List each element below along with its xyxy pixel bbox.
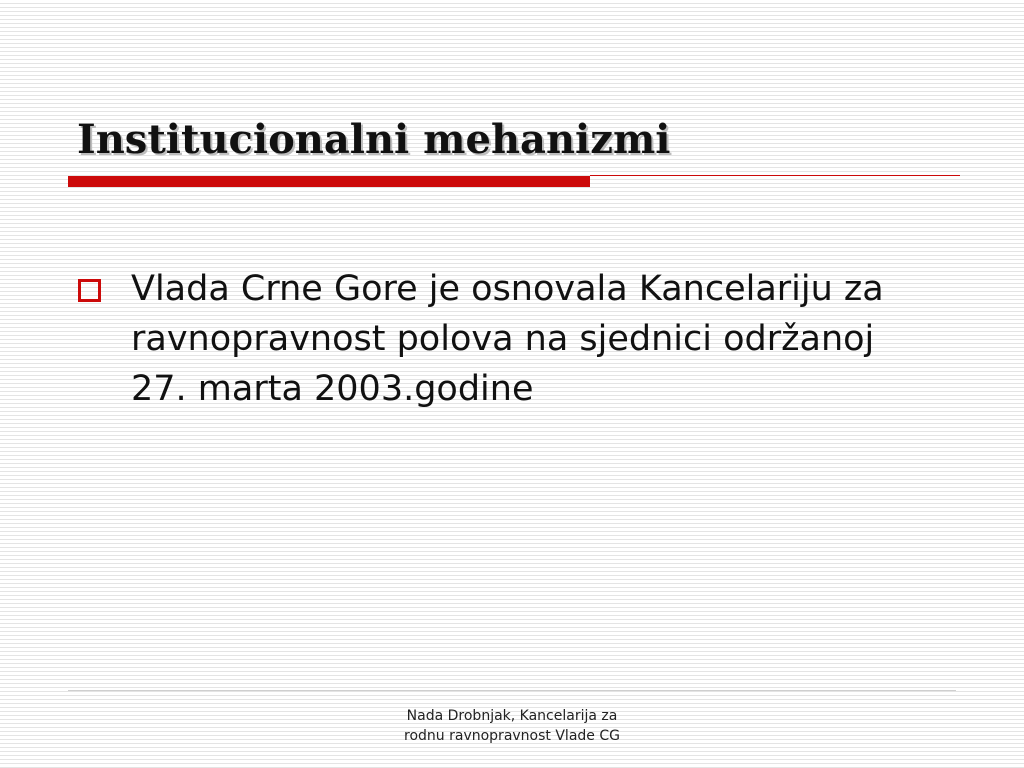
title-underline-thick [68, 176, 590, 187]
bullet-list [78, 264, 928, 414]
footer-divider [68, 690, 956, 691]
hollow-square-bullet-icon [78, 279, 101, 302]
slide-title: Institucionalni mehanizmi [77, 116, 671, 163]
footer-text [352, 706, 672, 746]
bullet-text: Vlada Crne Gore je osnovala Kancelariju za ravnopravnost polova na sjednici održanoj 27. marta 2003.godine [131, 269, 884, 409]
footer-line-2: rodnu ravnopravnost Vlade CG [404, 728, 620, 744]
title-underline-thin [590, 175, 960, 176]
footer-line-1: Nada Drobnjak, Kancelarija za [406, 708, 618, 724]
bullet-item [78, 264, 928, 414]
